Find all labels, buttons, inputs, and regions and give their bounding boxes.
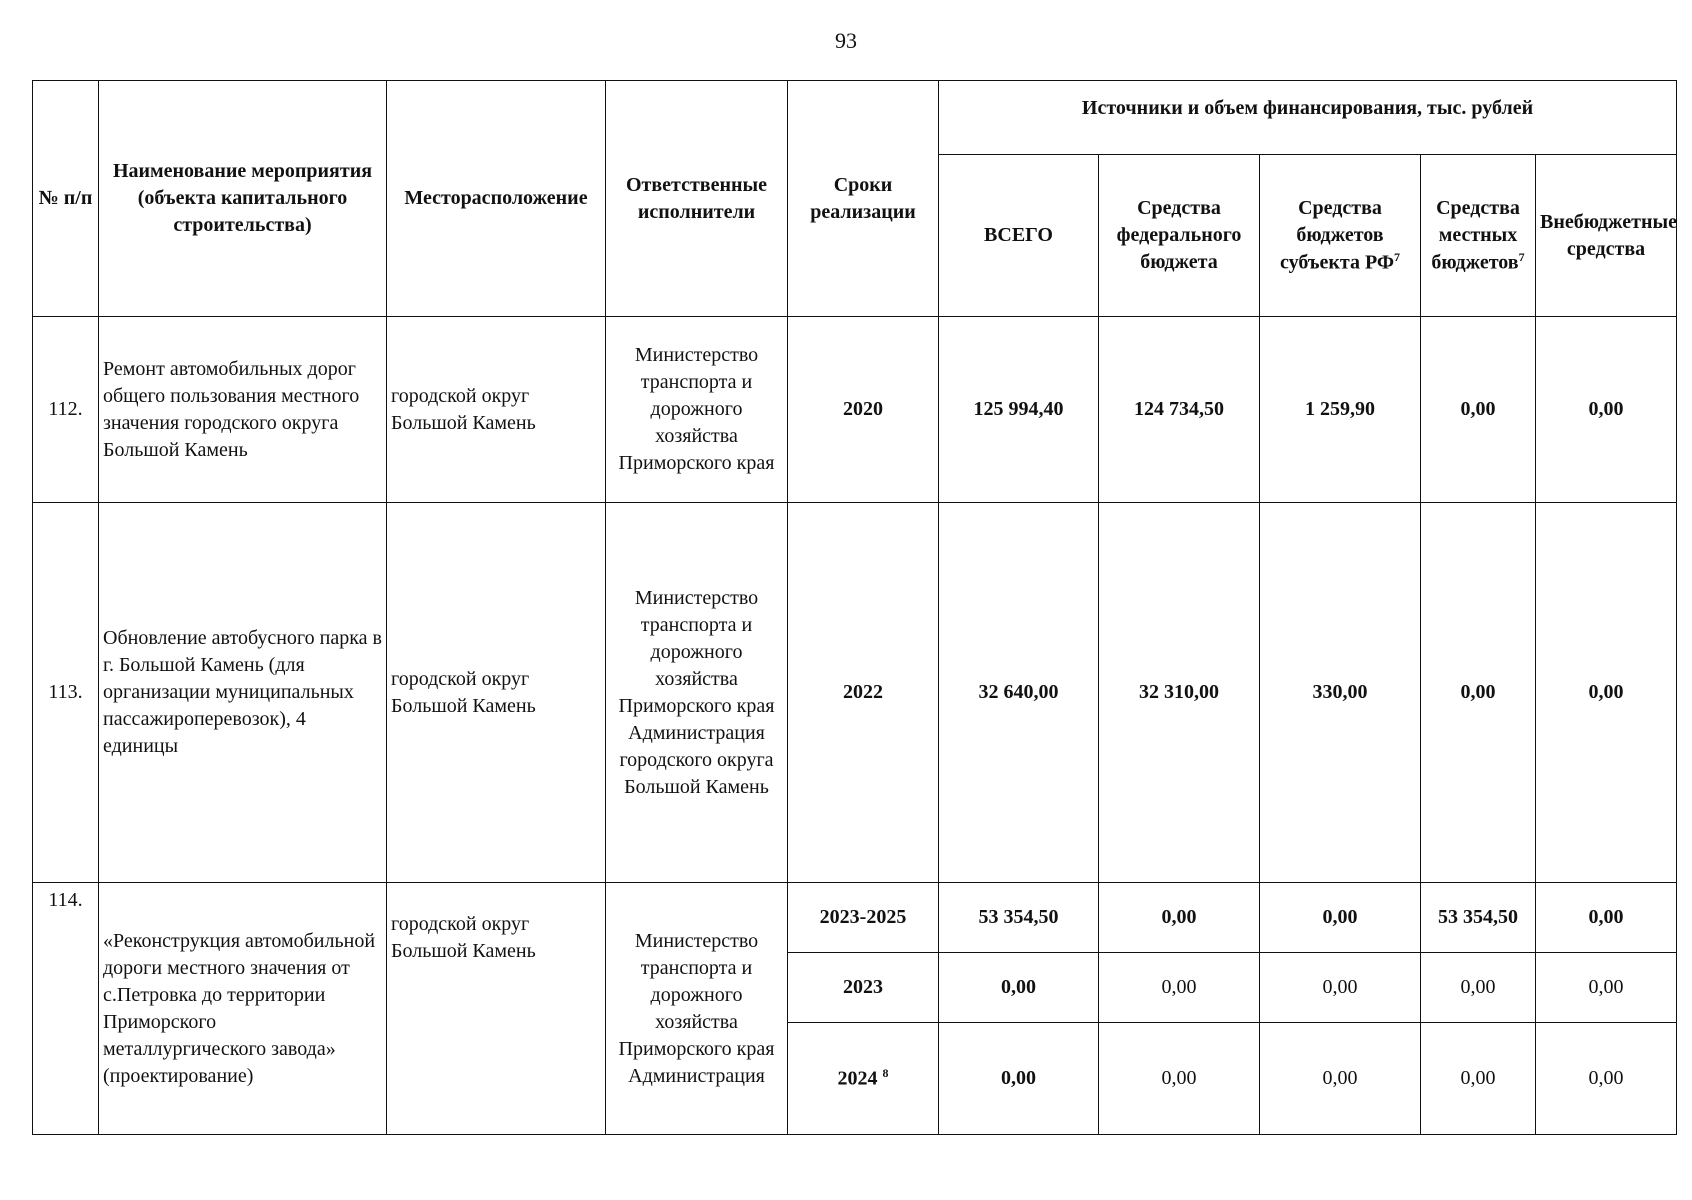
header-local-text: Средства местных бюджетов xyxy=(1431,196,1520,274)
row-location: городской округ Большой Камень xyxy=(387,503,606,883)
table-row-114 xyxy=(33,883,1677,953)
row-executors: Министерство транспорта и дорожного хозяйства Приморского края xyxy=(606,317,788,503)
header-local xyxy=(1421,155,1536,317)
row-executors: Министерство транспорта и дорожного хозяйства Приморского края Администрация городского округа Большой Камень xyxy=(606,503,788,883)
row-extra: 0,00 xyxy=(1536,953,1677,1023)
row-location: городской округ Большой Камень xyxy=(387,317,606,503)
header-extra: Внебюджетные средства xyxy=(1536,155,1677,317)
row-num: 113. xyxy=(33,503,99,883)
row-period xyxy=(788,1023,939,1135)
row-extra: 0,00 xyxy=(1536,317,1677,503)
row-total: 0,00 xyxy=(939,1023,1099,1135)
table-row-113 xyxy=(33,503,1677,883)
row-subject: 0,00 xyxy=(1260,1023,1421,1135)
row-federal: 32 310,00 xyxy=(1099,503,1260,883)
row-federal: 0,00 xyxy=(1099,953,1260,1023)
header-location: Месторасположение xyxy=(387,81,606,317)
row-period-text: 2024 xyxy=(837,1067,878,1090)
header-financing: Источники и объем финансирования, тыс. рублей xyxy=(939,81,1677,155)
header-name: Наименование мероприятия (объекта капитального строительства) xyxy=(99,81,387,317)
financing-table xyxy=(32,80,1677,1135)
row-period: 2023 xyxy=(788,953,939,1023)
row-local: 53 354,50 xyxy=(1421,883,1536,953)
row-federal: 0,00 xyxy=(1099,1023,1260,1135)
row-local: 0,00 xyxy=(1421,503,1536,883)
header-federal: Средства федерального бюджета xyxy=(1099,155,1260,317)
row-local: 0,00 xyxy=(1421,953,1536,1023)
header-total: ВСЕГО xyxy=(939,155,1099,317)
row-federal: 124 734,50 xyxy=(1099,317,1260,503)
row-period: 2022 xyxy=(788,503,939,883)
row-total: 125 994,40 xyxy=(939,317,1099,503)
row-federal: 0,00 xyxy=(1099,883,1260,953)
row-name: Обновление автобусного парка в г. Большой Камень (для организации муниципальных пассажироперевозок), 4 единицы xyxy=(99,503,387,883)
row-period: 2023-2025 xyxy=(788,883,939,953)
row-subject: 0,00 xyxy=(1260,953,1421,1023)
row-total: 53 354,50 xyxy=(939,883,1099,953)
row-local: 0,00 xyxy=(1421,317,1536,503)
page-number: 93 xyxy=(835,28,857,53)
row-num: 112. xyxy=(33,317,99,503)
row-subject: 330,00 xyxy=(1260,503,1421,883)
row-extra: 0,00 xyxy=(1536,883,1677,953)
header-period: Сроки реализации xyxy=(788,81,939,317)
row-executors: Министерство транспорта и дорожного хозяйства Приморского края Администрация xyxy=(606,883,788,1135)
row-subject: 0,00 xyxy=(1260,883,1421,953)
row-total: 32 640,00 xyxy=(939,503,1099,883)
row-subject: 1 259,90 xyxy=(1260,317,1421,503)
row-period: 2020 xyxy=(788,317,939,503)
row-extra: 0,00 xyxy=(1536,503,1677,883)
row-total: 0,00 xyxy=(939,953,1099,1023)
table-row-112 xyxy=(33,317,1677,503)
header-executors: Ответственные исполнители xyxy=(606,81,788,317)
row-num: 114. xyxy=(33,883,99,1135)
header-subject xyxy=(1260,155,1421,317)
row-location: городской округ Большой Камень xyxy=(387,883,606,1135)
header-num: № п/п xyxy=(33,81,99,317)
header-subject-footnote: 7 xyxy=(1394,249,1401,264)
row-name: «Реконструкция автомобильной дороги местного значения от с.Петровка до территории Приморского металлургического завода» (проектирование) xyxy=(99,883,387,1135)
row-period-footnote: 8 xyxy=(882,1065,889,1080)
row-name: Ремонт автомобильных дорог общего пользования местного значения городского округа Большой Камень xyxy=(99,317,387,503)
row-local: 0,00 xyxy=(1421,1023,1536,1135)
header-subject-text: Средства бюджетов субъекта РФ xyxy=(1279,196,1395,274)
row-extra: 0,00 xyxy=(1536,1023,1677,1135)
header-local-footnote: 7 xyxy=(1518,249,1525,264)
